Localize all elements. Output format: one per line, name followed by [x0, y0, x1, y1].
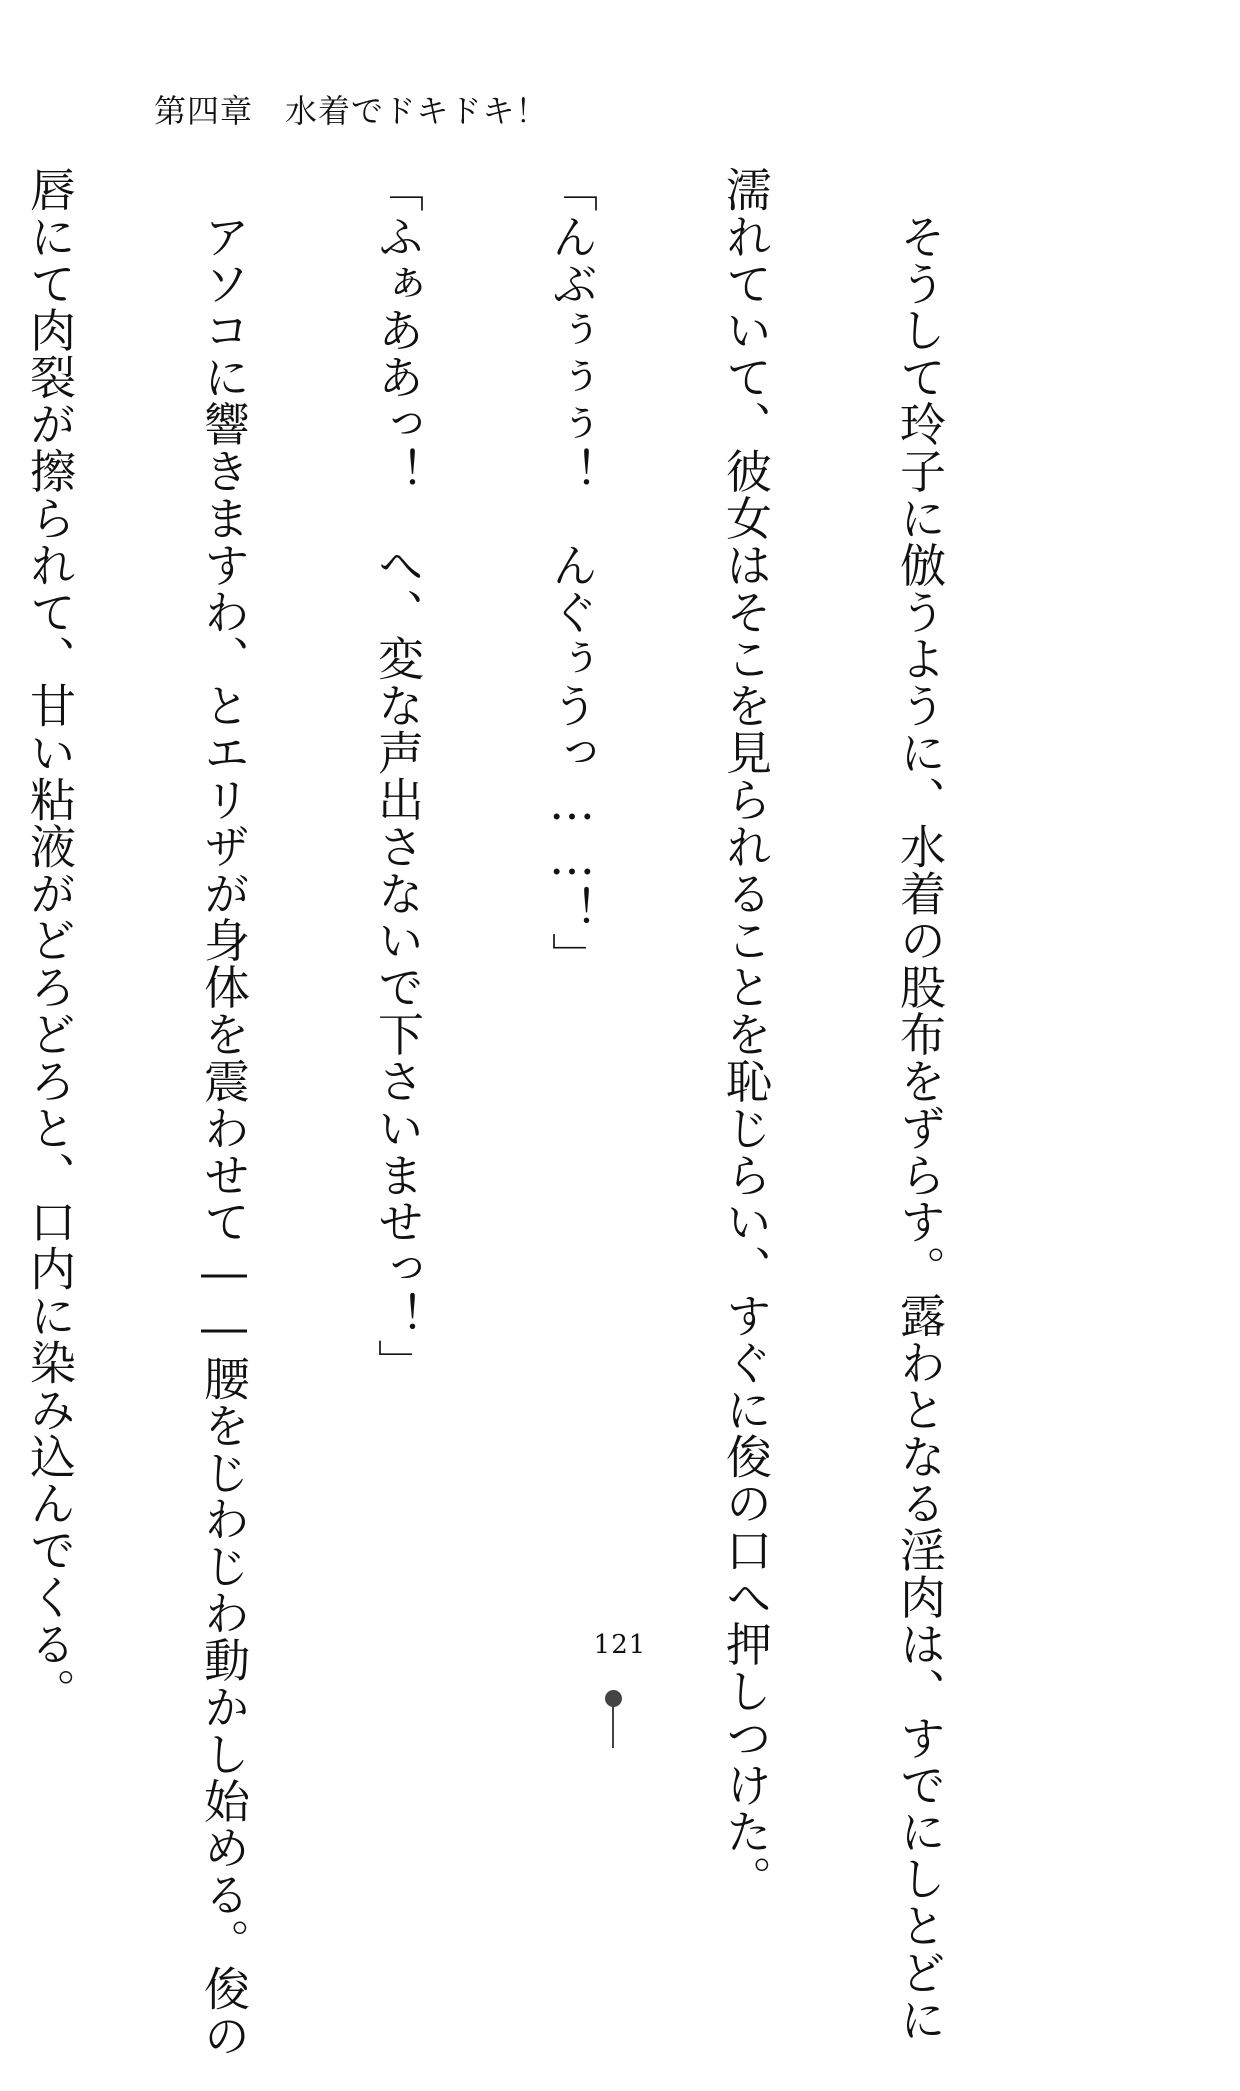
page-number: 121 — [593, 1630, 647, 1660]
body-line: アソコに響きますわ、とエリザが身体を震わせて――腰をじわじわ動かし始める。俊の — [197, 166, 251, 2059]
vertical-body-text — [0, 166, 1065, 2059]
running-head — [154, 86, 548, 132]
body-line: 「ふぁああっ！ へ、変な声出さないで下さいませっ！」 — [371, 166, 425, 1386]
chapter-label: 第四章 — [154, 92, 254, 130]
body-line: そうして玲子に倣うように、水着の股布をずらす。露わとなる淫肉は、すでにしとどに — [893, 166, 947, 2043]
body-line: 「んぶぅぅぅ！ んぐぅうっ……！」 — [545, 166, 599, 980]
thumb-index-line — [612, 1706, 614, 1748]
chapter-title: 水着でドキドキ！ — [285, 92, 549, 130]
thumb-index-dot-icon — [605, 1690, 622, 1707]
body-line: 唇にて肉裂が擦られて、甘い粘液がどろどろと、口内に染み込んでくる。 — [23, 166, 77, 1715]
body-line: 濡れていて、彼女はそこを見られることを恥じらい、すぐに俊の口へ押しつけた。 — [719, 166, 773, 1903]
